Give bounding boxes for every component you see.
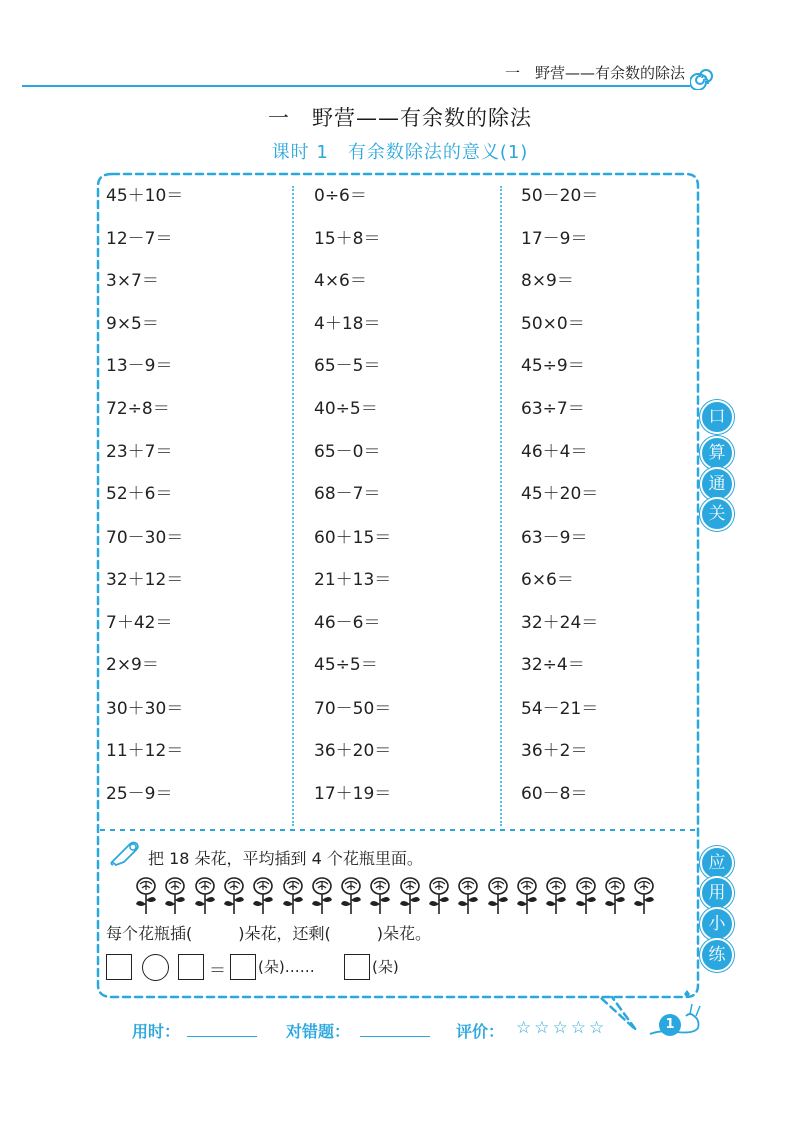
flower-icon xyxy=(250,876,276,916)
equation: 17－9＝ xyxy=(521,229,588,249)
flower-icon xyxy=(280,876,306,916)
fill-in-sentence xyxy=(106,921,431,944)
equation: 45＋20＝ xyxy=(521,484,599,504)
equation: 17＋19＝ xyxy=(314,784,392,804)
equation: 0÷6＝ xyxy=(314,186,367,206)
equation: 32＋12＝ xyxy=(106,570,184,590)
equals-sign: ＝ xyxy=(209,961,226,981)
side-tab-apply-4: 练 xyxy=(700,938,734,972)
flower-icon xyxy=(455,876,481,916)
equation: 63－9＝ xyxy=(521,528,588,548)
equation: 7＋42＝ xyxy=(106,613,173,633)
equation: 36＋20＝ xyxy=(314,741,392,761)
equation: 2×9＝ xyxy=(106,655,159,675)
equation: 70－30＝ xyxy=(106,528,184,548)
equation: 23＋7＝ xyxy=(106,442,173,462)
remainder-box[interactable] xyxy=(344,954,370,980)
equation: 45＋10＝ xyxy=(106,186,184,206)
equation: 40÷5＝ xyxy=(314,399,378,419)
equation: 45÷5＝ xyxy=(314,655,378,675)
equation: 13－9＝ xyxy=(106,356,173,376)
side-tab-apply-1: 应 xyxy=(700,846,734,880)
pencil-icon xyxy=(108,838,144,868)
rating-stars[interactable]: ☆☆☆☆☆ xyxy=(516,1018,608,1038)
time-blank[interactable] xyxy=(187,1036,257,1037)
equation: 3×7＝ xyxy=(106,271,159,291)
equation: 72÷8＝ xyxy=(106,399,170,419)
equation: 6×6＝ xyxy=(521,570,574,590)
column-divider-1 xyxy=(292,186,294,826)
equation: 4×6＝ xyxy=(314,271,367,291)
lesson-subtitle: 课时 1 有余数除法的意义(1) xyxy=(271,142,529,163)
equation: 12－7＝ xyxy=(106,229,173,249)
time-label: 用时： xyxy=(132,1022,181,1041)
equation: 11＋12＝ xyxy=(106,741,184,761)
flower-icon xyxy=(573,876,599,916)
flower-icon xyxy=(485,876,511,916)
flower-icon xyxy=(162,876,188,916)
equation: 60＋15＝ xyxy=(314,528,392,548)
running-header: 一 野营——有余数的除法 xyxy=(504,64,685,82)
unit-label: (朵)…… xyxy=(258,958,315,976)
flower-icon xyxy=(426,876,452,916)
equation: 68－7＝ xyxy=(314,484,381,504)
equation: 70－50＝ xyxy=(314,699,392,719)
equation: 52＋6＝ xyxy=(106,484,173,504)
flower-icon xyxy=(397,876,423,916)
flower-icon xyxy=(338,876,364,916)
dividend-box[interactable] xyxy=(106,954,132,980)
errors-blank[interactable] xyxy=(360,1036,430,1037)
equation: 45÷9＝ xyxy=(521,356,585,376)
equation: 25－9＝ xyxy=(106,784,173,804)
side-tab-apply-3: 小 xyxy=(700,907,734,941)
problem-statement: 把 18 朵花，平均插到 4 个花瓶里面。 xyxy=(148,849,423,868)
side-tab-apply-2: 用 xyxy=(700,876,734,910)
flower-icon xyxy=(221,876,247,916)
flower-icon xyxy=(543,876,569,916)
side-tab-oral-3: 通 xyxy=(700,467,734,501)
divisor-box[interactable] xyxy=(178,954,204,980)
equation: 46＋4＝ xyxy=(521,442,588,462)
side-tab-oral-4: 关 xyxy=(700,497,734,531)
side-tab-oral-1: 口 xyxy=(700,400,734,434)
equation: 15＋8＝ xyxy=(314,229,381,249)
rating-label: 评价： xyxy=(456,1022,505,1041)
equation: 21＋13＝ xyxy=(314,570,392,590)
flower-icon xyxy=(367,876,393,916)
unit-label: (朵) xyxy=(372,958,399,976)
operator-circle[interactable] xyxy=(142,954,169,981)
equation: 65－5＝ xyxy=(314,356,381,376)
flower-icon xyxy=(631,876,657,916)
flower-icon xyxy=(192,876,218,916)
page-number: 1 xyxy=(659,1014,681,1036)
side-tab-oral-2: 算 xyxy=(700,436,734,470)
equation: 50－20＝ xyxy=(521,186,599,206)
flower-icon xyxy=(133,876,159,916)
equation: 32÷4＝ xyxy=(521,655,585,675)
fill-text-part: 每个花瓶插( xyxy=(106,924,193,943)
column-divider-2 xyxy=(500,186,502,826)
errors-label: 对错题： xyxy=(286,1022,351,1041)
page-title: 一 野营——有余数的除法 xyxy=(268,106,532,130)
equation: 36＋2＝ xyxy=(521,741,588,761)
flower-icon xyxy=(602,876,628,916)
equation: 60－8＝ xyxy=(521,784,588,804)
equation: 30＋30＝ xyxy=(106,699,184,719)
equation: 4＋18＝ xyxy=(314,314,381,334)
equation: 32＋24＝ xyxy=(521,613,599,633)
quotient-box[interactable] xyxy=(230,954,256,980)
equation: 50×0＝ xyxy=(521,314,585,334)
fill-text-part: )朵花，还剩( xyxy=(238,924,331,943)
flower-icon xyxy=(514,876,540,916)
equation: 46－6＝ xyxy=(314,613,381,633)
flower-icon xyxy=(309,876,335,916)
fill-text-part: )朵花。 xyxy=(376,924,431,943)
equation: 54－21＝ xyxy=(521,699,599,719)
equation: 63÷7＝ xyxy=(521,399,585,419)
equation: 65－0＝ xyxy=(314,442,381,462)
equation: 9×5＝ xyxy=(106,314,159,334)
equation: 8×9＝ xyxy=(521,271,574,291)
